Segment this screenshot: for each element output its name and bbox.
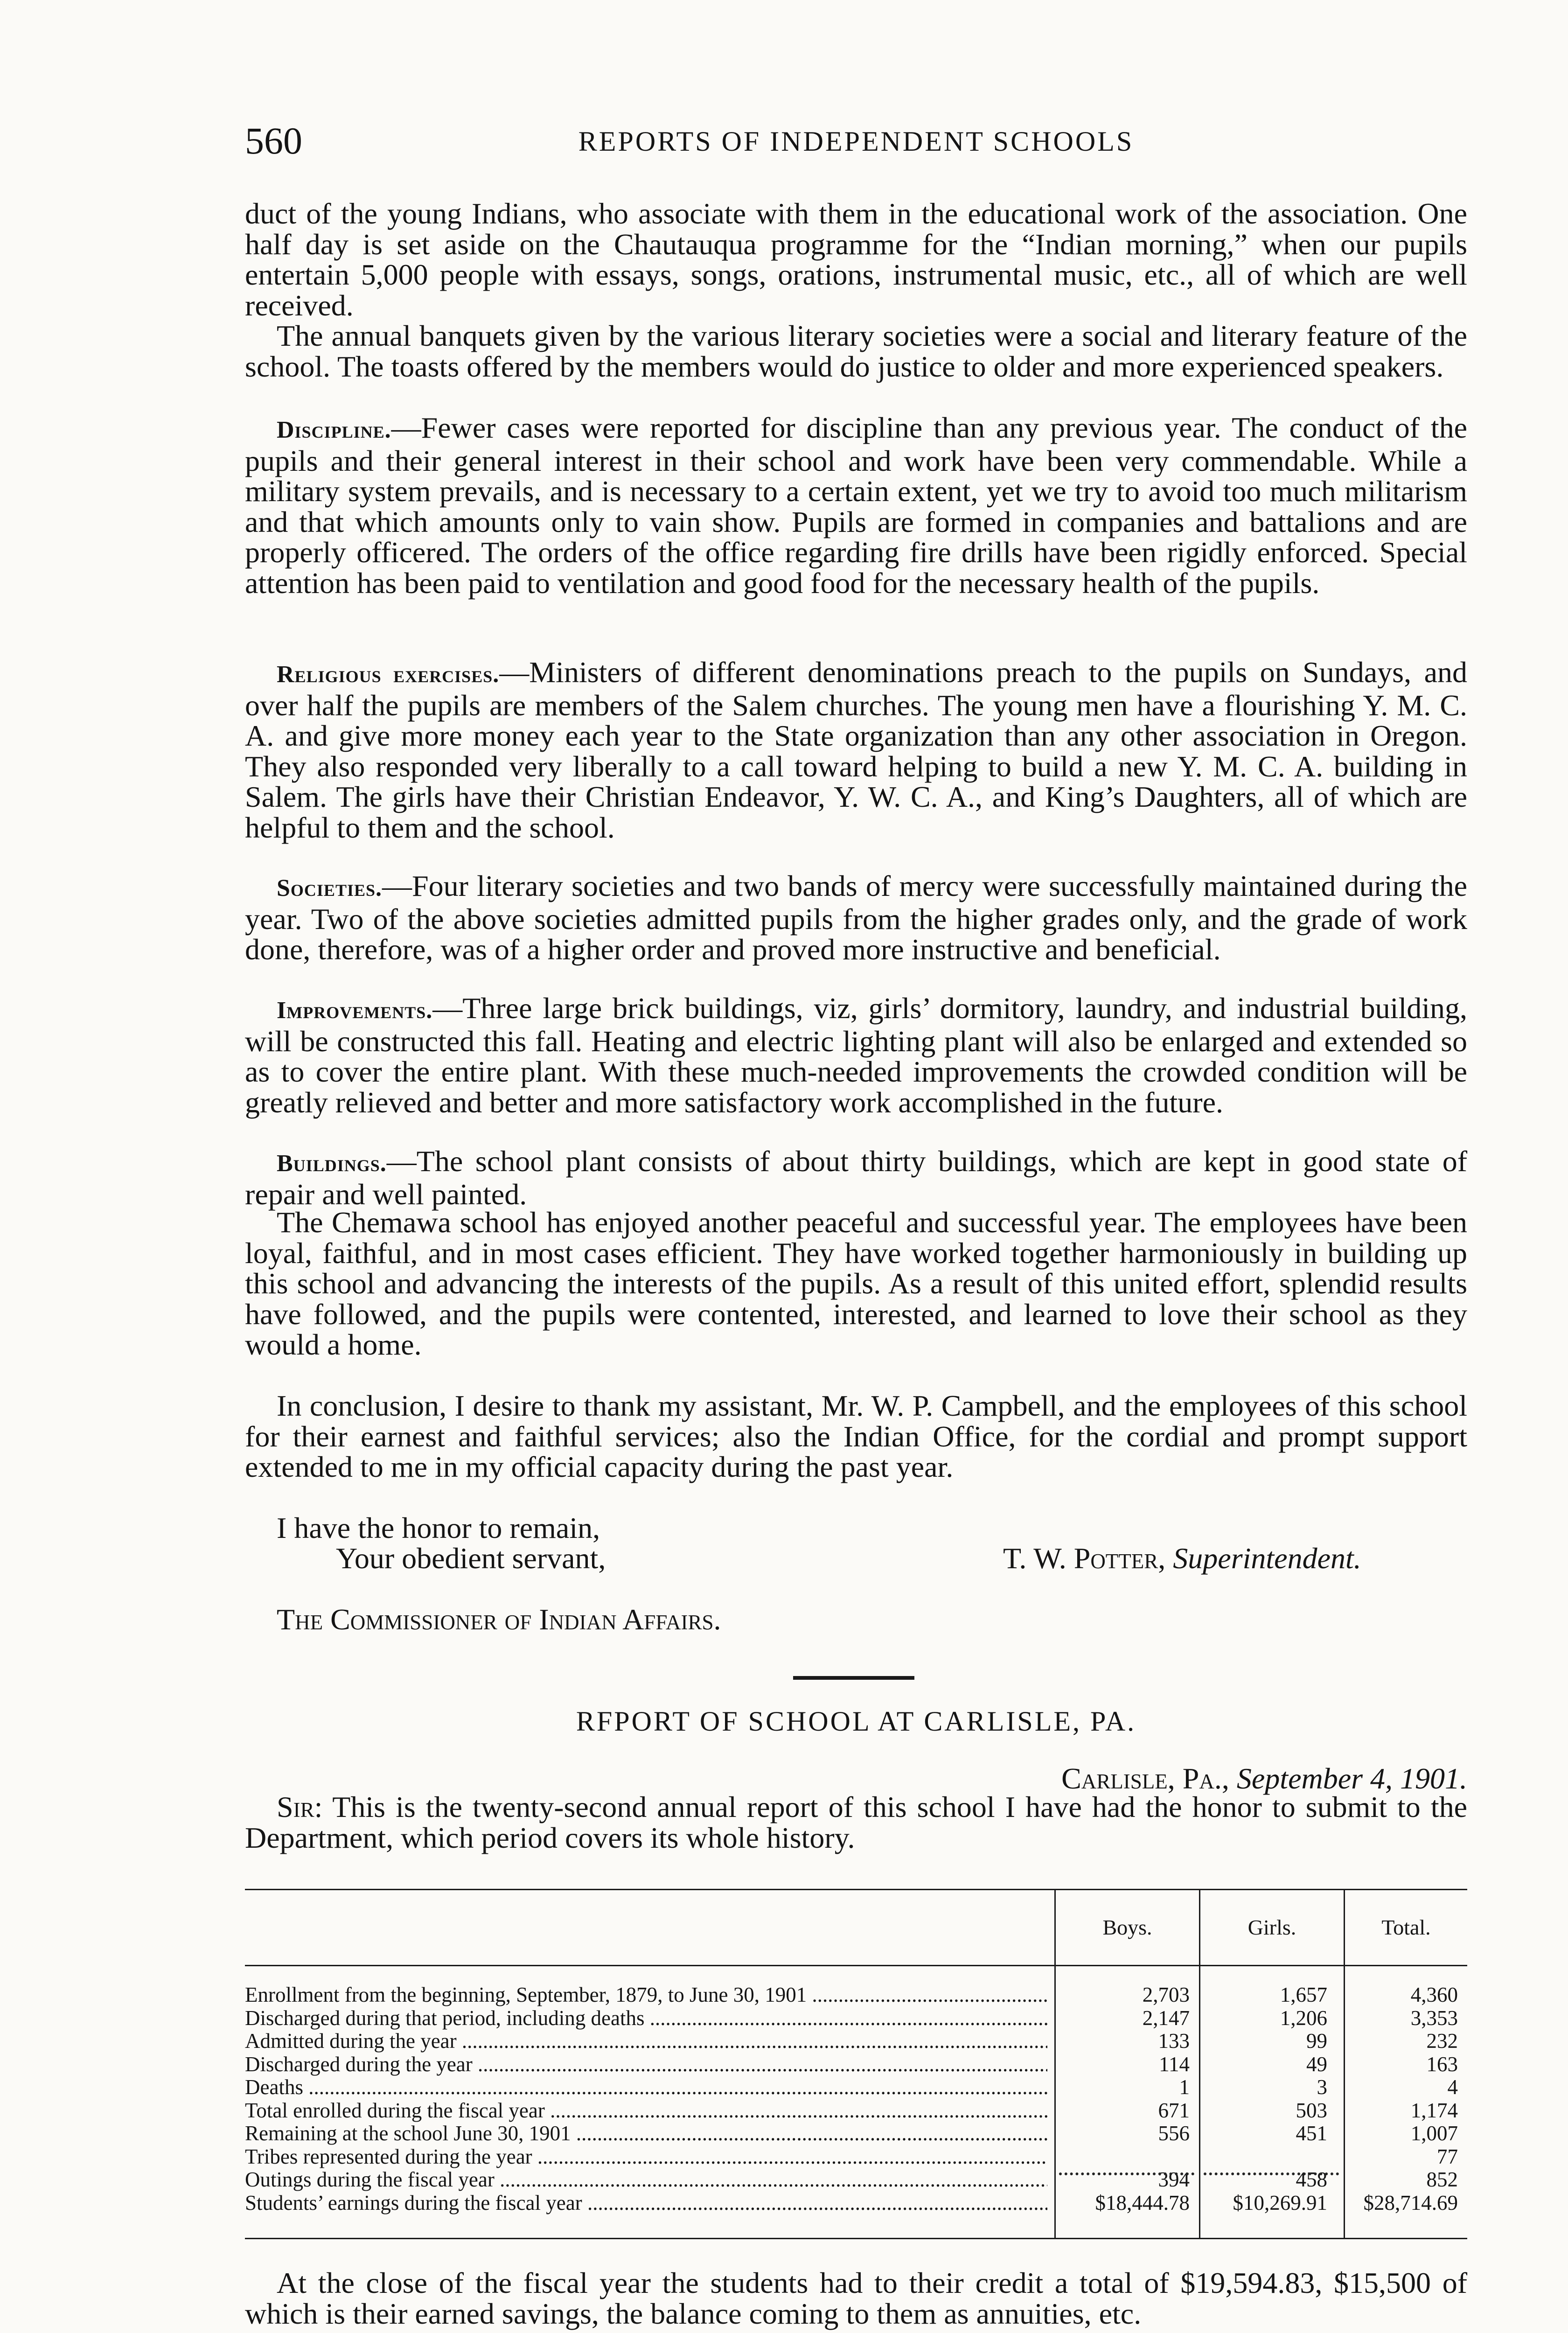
cell-girls: $10,269.91 — [1233, 2191, 1327, 2214]
cell-boys: 671 — [1158, 2098, 1190, 2122]
cell-boys: 394 — [1158, 2168, 1190, 2191]
improvements-text: —Three large brick buildings, viz, girls’ dormitory, laundry, and industrial building, will be constructed this fall. Heating and electric lighting plant will also be enlarged and extended so as to cover the entire plant. With these much-needed improvements the crowded condition will be greatly relieved and better and more satisfactory work accomplished in the future. — [245, 992, 1467, 1119]
column-header-boys: Boys. — [1102, 1915, 1152, 1939]
cell-girls: 503 — [1296, 2098, 1327, 2122]
buildings-text: —The school plant consists of about thirty buildings, which are kept in good state of repair and well painted. — [245, 1145, 1467, 1211]
signer-title: Superintendent. — [1173, 1542, 1361, 1575]
table-row — [245, 2076, 1467, 2099]
paragraph-peaceful-year: The Chemawa school has enjoyed another peaceful and successful year. The employees have been loyal, faithful, and in most cases efficient. They have worked together harmoniously in building up this school and advancing the interests of the pupils. As a result of this united effort, splendid results have followed, and the pupils were contented, interested, and learned to love their school as they would a home. — [245, 1206, 1467, 1361]
paragraph-conclusion: In conclusion, I desire to thank my assistant, Mr. W. P. Campbell, and the employees of this school for their earnest and faithful services; also the Indian Office, for the cordial and prompt support extended to me in my official capacity during the past year. — [245, 1389, 1467, 1483]
societies-text: —Four literary societies and two bands of mercy were successfully maintained during the year. Two of the above societies admitted pupils from the higher grades only, and the grade of work done, therefore, was of a higher order and proved more instructive and beneficial. — [245, 869, 1467, 966]
section-title: RFPORT OF SCHOOL AT CARLISLE, PA. — [576, 1706, 1136, 1737]
cell-boys: 114 — [1159, 2052, 1190, 2076]
row-label: Deaths ..... — [245, 2076, 1047, 2099]
paragraph-societies — [245, 871, 1467, 965]
dotted-rule — [1059, 2172, 1194, 2177]
intro-text: This is the twenty-second annual report of this school I have had the honor to submit to the Department, which period covers its whole history. — [245, 1790, 1468, 1854]
paragraph-banquets: The annual banquets given by the various literary societies were a social and literary feature of the school. The toasts offered by the members would do justice to older and more experienced speakers. — [245, 319, 1467, 383]
cell-boys: 1 — [1179, 2075, 1190, 2099]
religious-text: —Ministers of different denominations preach to the pupils on Sundays, and over half the pupils are members of the Salem churches. The young men have a flourishing Y. M. C. A. and give more money each year to the State organization than any other association in Oregon. They also responded very liberally to a call toward helping to build a new Y. M. C. A. building in Salem. The girls have their Christian Endeavor, Y. W. C. A., and King’s Daughters, all of which are helpful to them and the school. — [245, 656, 1468, 844]
running-title: REPORTS OF INDEPENDENT SCHOOLS — [578, 126, 1134, 157]
table-row — [245, 2007, 1467, 2030]
dateline-date: September 4, 1901. — [1236, 1762, 1467, 1795]
closing-line-2: Your obedient servant, — [336, 1542, 606, 1575]
cell-girls: 451 — [1296, 2122, 1327, 2145]
row-label: Discharged during that period, including deaths ..... — [245, 2007, 1047, 2030]
row-label: Students’ earnings during the fiscal year ..... — [245, 2192, 1047, 2215]
table-row — [245, 1984, 1467, 2007]
enrollment-table — [245, 1889, 1467, 2239]
discipline-text: —Fewer cases were reported for discipline than any previous year. The conduct of the pupils and their general interest in their school and work have been very commendable. While a military system prevails, and is necessary to a certain extent, yet we try to avoid too much militarism and that which amounts only to vain show. Pupils are formed in companies and battalions and are properly officered. The orders of the office regarding fire drills have been rigidly enforced. Special attention has been paid to ventilation and good food for the necessary health of the pupils. — [245, 411, 1467, 600]
buildings-heading: Buildings. — [277, 1150, 387, 1177]
salutation: Sir: — [277, 1790, 323, 1823]
row-label: Discharged during the year ..... — [245, 2053, 1047, 2076]
running-header — [245, 119, 1467, 162]
cell-girls: 1,206 — [1280, 2006, 1327, 2030]
row-label: Tribes represented during the year ..... — [245, 2145, 1047, 2169]
table-body — [245, 1984, 1467, 2214]
table-row — [245, 2122, 1467, 2145]
table-row — [245, 2168, 1467, 2192]
table-row — [245, 2030, 1467, 2053]
cell-total: 4 — [1447, 2075, 1458, 2099]
table-row — [245, 2053, 1467, 2076]
cell-girls: 458 — [1296, 2168, 1327, 2191]
dateline-place: Carlisle, Pa., — [1061, 1762, 1229, 1795]
cell-girls: 1,657 — [1280, 1983, 1327, 2006]
religious-heading: Religious exercises. — [277, 661, 500, 688]
cell-total: 4,360 — [1410, 1983, 1458, 2006]
cell-total: 77 — [1437, 2144, 1458, 2168]
societies-heading: Societies. — [277, 875, 382, 901]
column-header-total: Total. — [1381, 1915, 1431, 1939]
section-divider — [793, 1676, 914, 1680]
dotted-rule — [1204, 2172, 1339, 2177]
row-label: Total enrolled during the fiscal year ..... — [245, 2099, 1047, 2123]
cell-total: 1,007 — [1410, 2122, 1458, 2145]
paragraph-discipline — [245, 412, 1467, 598]
cell-girls: 49 — [1306, 2052, 1327, 2076]
cell-boys: 556 — [1158, 2122, 1190, 2145]
signature — [1003, 1543, 1361, 1574]
discipline-heading: Discipline. — [277, 417, 391, 443]
paragraph-closing: At the close of the fiscal year the students had to their credit a total of $19,594.83, $15,500 of which is their earned savings, the balance coming to them as annuities, etc. — [245, 2266, 1467, 2330]
cell-boys: 133 — [1158, 2029, 1190, 2053]
row-label: Outings during the fiscal year ..... — [245, 2168, 1047, 2192]
table-row — [245, 2192, 1467, 2215]
cell-girls: 99 — [1306, 2029, 1327, 2053]
cell-total: 3,353 — [1410, 2006, 1458, 2030]
paragraph-continued: duct of the young Indians, who associate with them in the educational work of the association. One half day is set aside on the Chautauqua programme for the “Indian morning,” when our pupils entertain 5,000 people with essays, songs, orations, instrumental music, etc., all of which are well received. — [245, 197, 1467, 322]
page-number: 560 — [245, 119, 302, 162]
cell-total: 163 — [1426, 2052, 1458, 2076]
cell-total: 232 — [1426, 2029, 1458, 2053]
paragraph-buildings — [245, 1146, 1467, 1209]
cell-boys: 2,147 — [1142, 2006, 1190, 2030]
signer-name: T. W. Potter, — [1003, 1542, 1166, 1575]
cell-girls: 3 — [1317, 2075, 1327, 2099]
cell-boys: 2,703 — [1142, 1983, 1190, 2006]
closing-line-1: I have the honor to remain, — [277, 1511, 600, 1544]
cell-boys: $18,444.78 — [1095, 2191, 1190, 2214]
paragraph-improvements — [245, 993, 1467, 1118]
header-rule — [245, 1965, 1467, 1966]
row-label: Enrollment from the beginning, September, 1879, to June 30, 1901 ..... — [245, 1984, 1047, 2007]
cell-total: 1,174 — [1410, 2098, 1458, 2122]
cell-total: $28,714.69 — [1363, 2191, 1458, 2214]
improvements-heading: Improvements. — [277, 997, 433, 1024]
row-label: Admitted during the year ..... — [245, 2030, 1047, 2053]
addressee: The Commissioner of Indian Affairs. — [277, 1603, 721, 1636]
cell-total: 852 — [1426, 2168, 1458, 2191]
paragraph-religious-exercises — [245, 657, 1467, 843]
table-row — [245, 2099, 1467, 2123]
paragraph-intro — [245, 1792, 1467, 1853]
table-row — [245, 2145, 1467, 2169]
column-header-girls: Girls. — [1247, 1915, 1296, 1939]
row-label: Remaining at the school June 30, 1901 ..... — [245, 2122, 1047, 2145]
